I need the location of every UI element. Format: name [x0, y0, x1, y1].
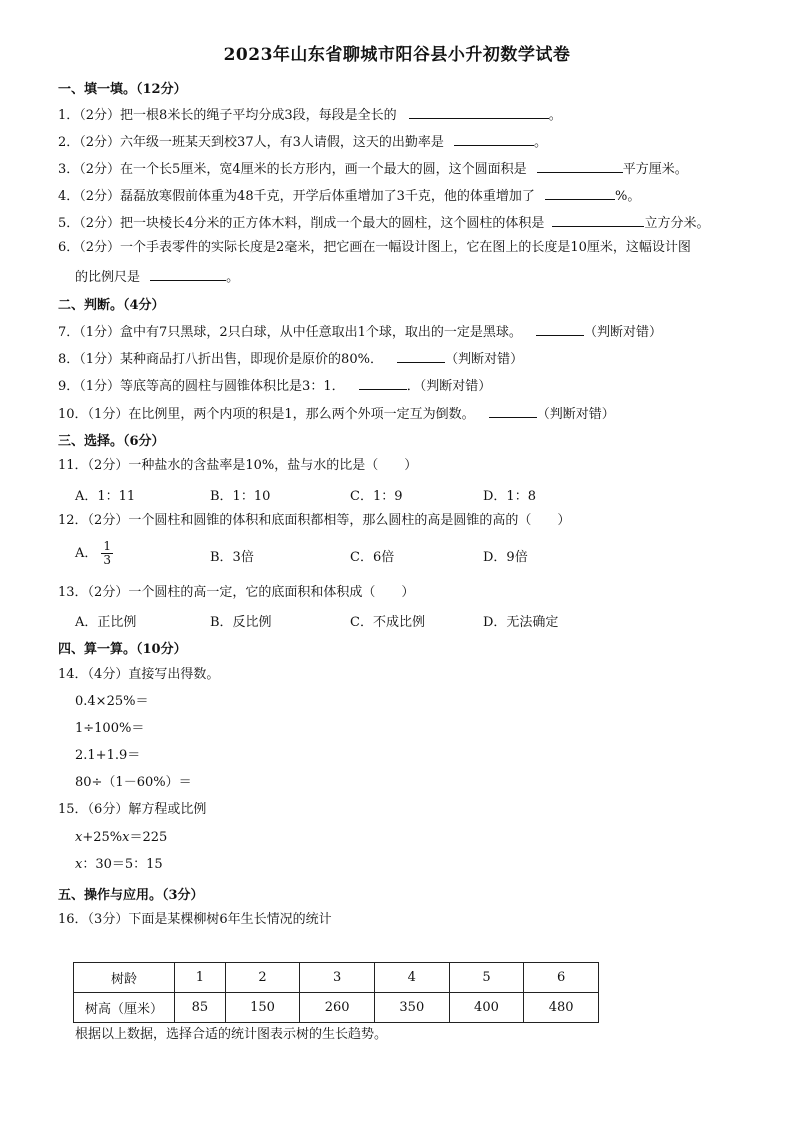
option-d[interactable]: D．1：8 — [483, 489, 536, 504]
calc-item: 0.4×25%＝ — [75, 694, 149, 709]
question-6-continued — [75, 266, 239, 287]
question-tail: ．（判断对错） — [406, 379, 492, 394]
option-a[interactable] — [75, 540, 113, 567]
question-number: 7． — [58, 325, 80, 340]
question-tail: 。 — [548, 108, 562, 123]
section-heading-fill: 一、填一填。（12分） — [58, 82, 187, 97]
option-b[interactable]: B．3倍 — [210, 550, 254, 565]
question-number: 14． — [58, 667, 88, 682]
question-text: （2分）把一块棱长4分米的正方体木料，削成一个最大的圆柱，这个圆柱的体积是 — [79, 216, 545, 231]
fraction-denominator: 3 — [103, 553, 112, 567]
question-number: 5． — [58, 216, 80, 231]
question-number: 15． — [58, 802, 88, 817]
option-d[interactable]: D．9倍 — [483, 550, 528, 565]
fraction-numerator: 1 — [103, 539, 112, 553]
question-tail: （判断对错） — [584, 325, 663, 340]
question-text: （1分）等底等高的圆柱与圆锥体积比是3：1． — [79, 379, 345, 394]
answer-blank[interactable] — [552, 212, 644, 227]
question-number: 10． — [58, 407, 88, 422]
option-label: A． — [75, 546, 98, 561]
question-tail: （判断对错） — [445, 352, 524, 367]
section-heading-calc: 四、算一算。（10分） — [58, 642, 187, 657]
question-16 — [58, 911, 332, 929]
answer-blank[interactable] — [150, 266, 226, 281]
question-text: （3分）下面是某棵柳树6年生长情况的统计 — [87, 912, 332, 927]
question-7 — [58, 321, 662, 342]
question-3 — [58, 158, 688, 179]
answer-blank[interactable] — [537, 158, 623, 173]
equation-1 — [75, 829, 167, 847]
equation-part: ：30＝5：15 — [82, 857, 163, 872]
question-5 — [58, 212, 709, 233]
calc-item: 80÷（1－60%）＝ — [75, 775, 192, 790]
question-number: 9． — [58, 379, 80, 394]
question-number: 1． — [58, 108, 80, 123]
page-title: 2023年山东省聊城市阳谷县小升初数学试卷 — [223, 45, 571, 65]
equation-2 — [75, 856, 163, 874]
question-number: 8． — [58, 352, 80, 367]
variable-x: x — [122, 830, 130, 845]
question-2 — [58, 131, 547, 152]
fraction — [101, 540, 113, 567]
question-tail: （判断对错） — [536, 407, 615, 422]
question-12 — [58, 512, 570, 530]
question-number: 16． — [58, 912, 88, 927]
answer-blank[interactable] — [409, 104, 549, 119]
option-a[interactable]: A．1：11 — [75, 489, 136, 504]
question-text: （2分）一个圆柱的高一定，它的底面积和体积成（ ） — [87, 585, 415, 600]
question-number: 3． — [58, 162, 80, 177]
table-cell: 4 — [375, 963, 450, 993]
table-cell: 260 — [300, 993, 375, 1023]
variable-x: x — [75, 830, 83, 845]
answer-blank[interactable] — [489, 403, 537, 418]
question-number: 13． — [58, 585, 88, 600]
question-text: （2分）一种盐水的含盐率是10%，盐与水的比是（ ） — [87, 458, 418, 473]
question-9 — [58, 375, 491, 396]
question-text: （2分）一个圆柱和圆锥的体积和底面积都相等，那么圆柱的高是圆锥的高的（ ） — [87, 513, 571, 528]
table-cell: 480 — [524, 993, 599, 1023]
equation-part: ＝225 — [129, 830, 168, 845]
answer-blank[interactable] — [397, 348, 445, 363]
question-tail: 。 — [534, 135, 548, 150]
option-d[interactable]: D．无法确定 — [483, 615, 559, 630]
table-cell: 400 — [449, 993, 524, 1023]
question-text: （1分）盒中有7只黑球，2只白球，从中任意取出1个球，取出的一定是黑球。 — [79, 325, 522, 340]
table-row — [74, 963, 599, 993]
question-number: 6． — [58, 240, 80, 255]
question-11 — [58, 457, 417, 475]
question-4 — [58, 185, 640, 206]
calc-item: 2.1+1.9＝ — [75, 748, 141, 763]
question-text: （2分）把一根8米长的绳子平均分成3段，每段是全长的 — [79, 108, 397, 123]
question-text: （6分）解方程或比例 — [87, 802, 207, 817]
question-text: （1分）某种商品打八折出售，即现价是原价的80%． — [79, 352, 383, 367]
answer-blank[interactable] — [536, 321, 584, 336]
question-number: 2． — [58, 135, 80, 150]
table-cell: 1 — [175, 963, 226, 993]
question-tail: %。 — [615, 189, 641, 204]
table-cell: 3 — [300, 963, 375, 993]
question-text: 的比例尺是 — [75, 270, 141, 285]
table-cell: 150 — [225, 993, 300, 1023]
growth-table — [73, 962, 599, 1023]
section-heading-judge: 二、判断。（4分） — [58, 298, 165, 313]
row-header: 树高（厘米） — [74, 993, 175, 1023]
question-tail: 立方分米。 — [644, 216, 710, 231]
table-row — [74, 993, 599, 1023]
question-tail: 。 — [226, 270, 240, 285]
row-header: 树龄 — [74, 963, 175, 993]
question-8 — [58, 348, 523, 369]
question-number: 4． — [58, 189, 80, 204]
question-10 — [58, 403, 615, 424]
option-b[interactable]: B．1：10 — [210, 489, 271, 504]
question-text: （2分）磊磊放寒假前体重为48千克，开学后体重增加了3千克，他的体重增加了 — [79, 189, 535, 204]
table-cell: 2 — [225, 963, 300, 993]
question-13 — [58, 584, 414, 602]
option-a[interactable]: A．正比例 — [75, 615, 137, 630]
table-cell: 5 — [449, 963, 524, 993]
table-cell: 6 — [524, 963, 599, 993]
section-heading-apply: 五、操作与应用。（3分） — [58, 888, 204, 903]
question-text: （2分）六年级一班某天到校37人，有3人请假，这天的出勤率是 — [79, 135, 444, 150]
table-cell: 350 — [375, 993, 450, 1023]
question-text: （2分）一个手表零件的实际长度是2毫米，把它画在一幅设计图上，它在图上的长度是10厘米，这幅设计图 — [79, 240, 691, 255]
answer-blank[interactable] — [545, 185, 615, 200]
question-6 — [58, 239, 691, 257]
table-cell: 85 — [175, 993, 226, 1023]
question-number: 11． — [58, 458, 88, 473]
question-text: （4分）直接写出得数。 — [87, 667, 220, 682]
section-heading-choice: 三、选择。（6分） — [58, 434, 165, 449]
question-16-note: 根据以上数据，选择合适的统计图表示树的生长趋势。 — [75, 1027, 388, 1042]
answer-blank[interactable] — [359, 375, 407, 390]
variable-x: x — [75, 857, 83, 872]
option-b[interactable]: B．反比例 — [210, 615, 272, 630]
question-1 — [58, 104, 562, 125]
option-c[interactable]: C．不成比例 — [350, 615, 425, 630]
question-text: （2分）在一个长5厘米，宽4厘米的长方形内，画一个最大的圆，这个圆面积是 — [79, 162, 527, 177]
option-c[interactable]: C．1：9 — [350, 489, 403, 504]
calc-item: 1÷100%＝ — [75, 721, 145, 736]
answer-blank[interactable] — [454, 131, 534, 146]
equation-part: +25% — [82, 830, 123, 845]
question-text: （1分）在比例里，两个内项的积是1，那么两个外项一定互为倒数。 — [87, 407, 475, 422]
question-number: 12． — [58, 513, 88, 528]
question-15 — [58, 801, 206, 819]
question-tail: 平方厘米。 — [622, 162, 688, 177]
option-c[interactable]: C．6倍 — [350, 550, 395, 565]
question-14 — [58, 666, 219, 684]
